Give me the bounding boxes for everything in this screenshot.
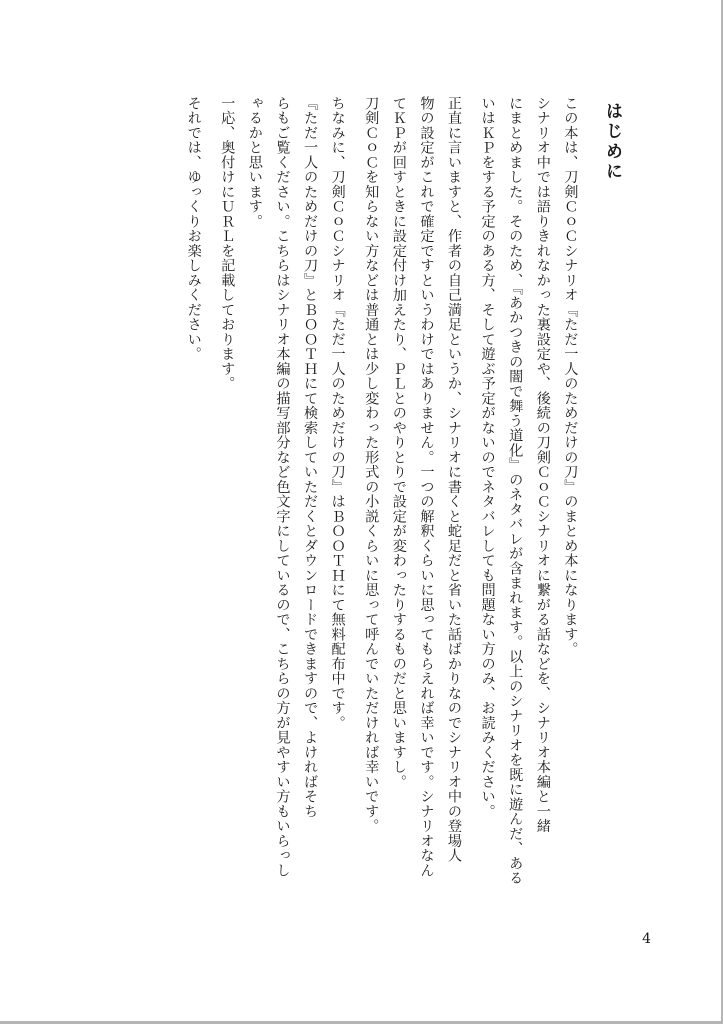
text-line: 一応、奥付けにＵＲＬを記載しております。 bbox=[219, 96, 236, 391]
text-line: それでは、ゆっくりお楽しみください。 bbox=[185, 96, 202, 362]
text-line: ゃるかと思います。 bbox=[246, 96, 263, 229]
text-line: ちなみに、刀剣ＣｏＣシナリオ『ただ一人のためだけの刀』はＢＯＯＴＨにて無料配布中です。 bbox=[329, 96, 346, 731]
text-line: にまとめました。そのため、『あかつきの闇で舞う道化』のネタバレが含まれます。以上のシナリオを既に遊んだ、ある bbox=[507, 96, 524, 886]
text-line: シナリオ中では語りきれなかった裏設定や、後続の刀剣ＣｏＣシナリオに繋がる話などを、シナリオ本編と一緒 bbox=[534, 96, 551, 834]
text-line: 物の設定がこれで確定ですというわけではありません。一つの解釈くらいに思ってもらえれば幸いです。シナリオなん bbox=[418, 96, 435, 878]
paragraph-intro bbox=[473, 96, 583, 956]
text-line: 『ただ一人のためだけの刀』とＢＯＯＴＨにて検索していただくとダウンロードできますので、よければそち bbox=[302, 96, 319, 819]
text-line: いはＫＰをする予定のある方、そして遊ぶ予定がないのでネタバレしても問題ない方のみ、お読みください。 bbox=[479, 96, 496, 819]
text-line: 正直に言いますと、作者の自己満足というか、シナリオに書くと蛇足だと省いた話ばかりなのでシナリオ中の登場人 bbox=[446, 96, 463, 863]
paragraph-booth-info bbox=[213, 96, 351, 956]
text-line: 刀剣ＣｏＣを知らない方などは普通とは少し変わった形式の小説くらいに思って呼んでいただければ幸いです。 bbox=[363, 96, 380, 834]
text-line: この本は、刀剣ＣｏＣシナリオ『ただ一人のためだけの刀』のまとめ本になります。 bbox=[562, 96, 579, 657]
section-title: はじめに bbox=[602, 102, 622, 182]
paragraph-disclaimer bbox=[357, 96, 467, 956]
vertical-text-body bbox=[173, 96, 625, 956]
page-number: 4 bbox=[642, 931, 651, 947]
paragraph-closing bbox=[179, 96, 207, 956]
text-line: らもご覧ください。こちらはシナリオ本編の描写部分など色文字にしているので、こちらの方が見やすい方もいらっし bbox=[274, 96, 291, 878]
text-line: てＫＰが回すときに設定付け加えたり、ＰＬとのやりとりで設定が変わったりするものだと思いますし。 bbox=[390, 96, 407, 790]
